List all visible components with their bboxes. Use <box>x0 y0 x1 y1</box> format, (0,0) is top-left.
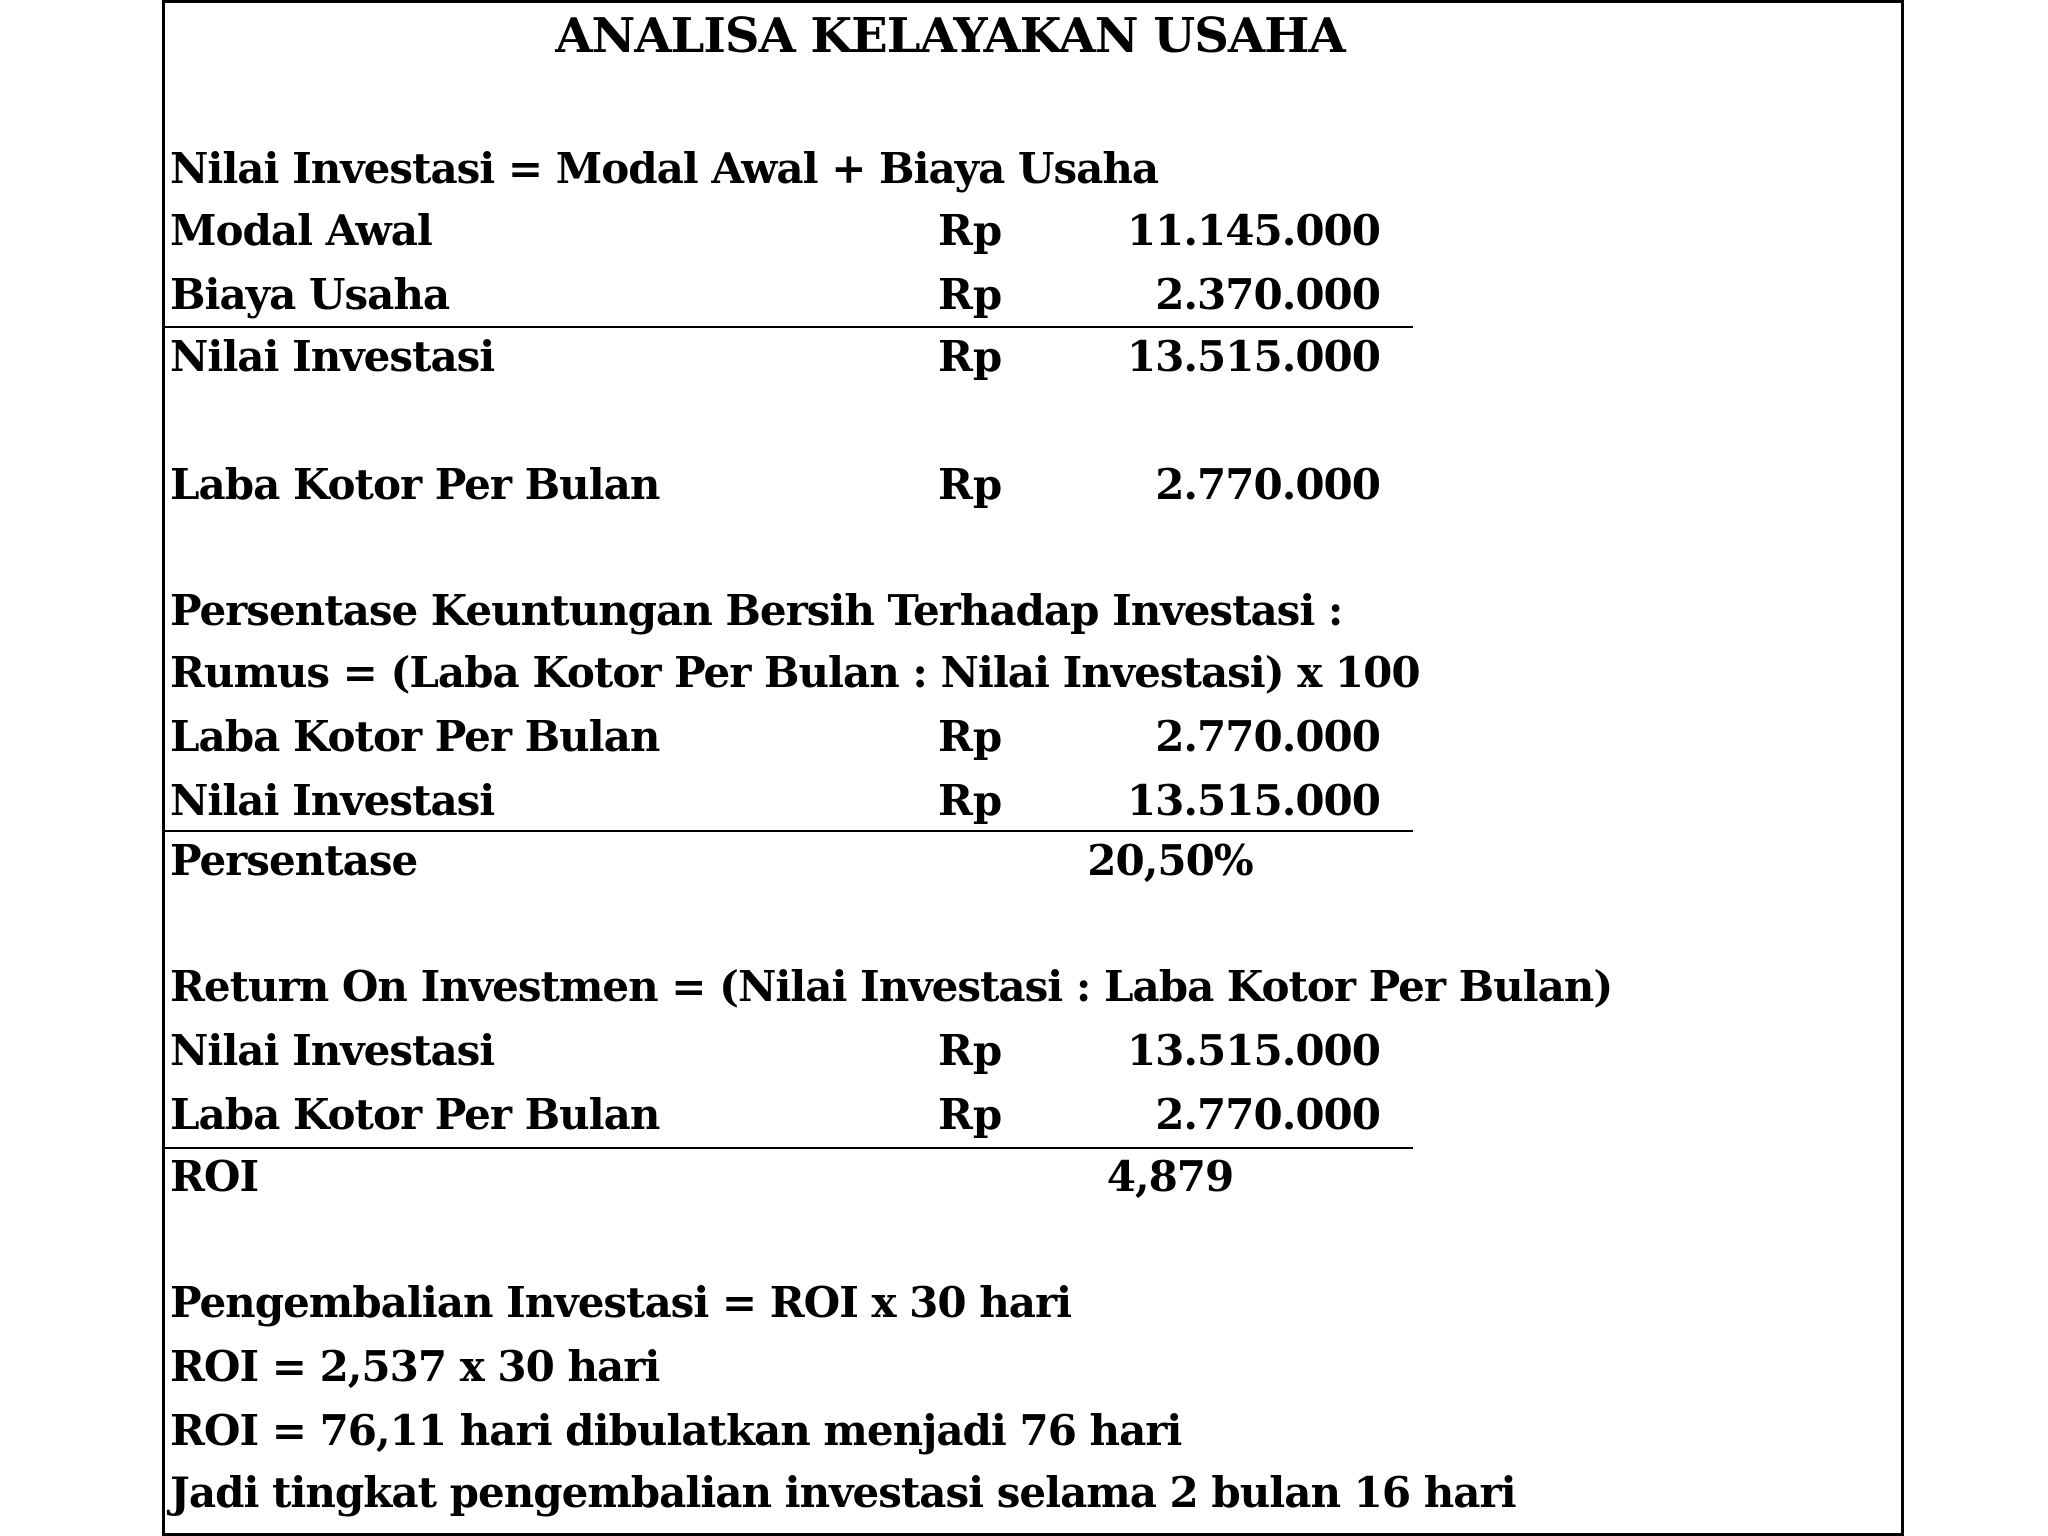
section3-investasi-currency: Rp <box>938 1026 1003 1075</box>
section3-investasi-value: 13.515.000 <box>1126 1026 1380 1075</box>
biaya-usaha-currency: Rp <box>938 270 1003 319</box>
section2-laba-currency: Rp <box>938 712 1003 761</box>
laba-kotor-value: 2.770.000 <box>1155 460 1380 509</box>
section1-heading: Nilai Investasi = Modal Awal + Biaya Usaha <box>170 144 1159 193</box>
roi-label: ROI <box>170 1152 259 1201</box>
section3-laba-currency: Rp <box>938 1090 1003 1139</box>
biaya-usaha-value: 2.370.000 <box>1155 270 1380 319</box>
section2-laba-label: Laba Kotor Per Bulan <box>170 712 660 761</box>
document-title: ANALISA KELAYAKAN USAHA <box>555 8 1345 64</box>
section4-conclusion: Jadi tingkat pengembalian investasi selama 2 bulan 16 hari <box>170 1468 1516 1517</box>
percentage-divider <box>165 830 1413 832</box>
total-divider <box>165 326 1413 328</box>
persentase-label: Persentase <box>170 836 418 885</box>
roi-divider <box>165 1147 1413 1149</box>
biaya-usaha-label: Biaya Usaha <box>170 270 450 319</box>
section3-laba-value: 2.770.000 <box>1155 1090 1380 1139</box>
section2-investasi-label: Nilai Investasi <box>170 776 495 825</box>
section2-investasi-currency: Rp <box>938 776 1003 825</box>
modal-awal-label: Modal Awal <box>170 206 432 255</box>
nilai-investasi-total-label: Nilai Investasi <box>170 332 495 381</box>
modal-awal-currency: Rp <box>938 206 1003 255</box>
section2-formula: Rumus = (Laba Kotor Per Bulan : Nilai Investasi) x 100 <box>170 648 1420 697</box>
roi-value: 4,879 <box>1106 1152 1234 1201</box>
section2-investasi-value: 13.515.000 <box>1126 776 1380 825</box>
persentase-value: 20,50% <box>1087 836 1253 885</box>
nilai-investasi-total-value: 13.515.000 <box>1126 332 1380 381</box>
section4-heading: Pengembalian Investasi = ROI x 30 hari <box>170 1278 1072 1327</box>
nilai-investasi-total-currency: Rp <box>938 332 1003 381</box>
section2-laba-value: 2.770.000 <box>1155 712 1380 761</box>
laba-kotor-label: Laba Kotor Per Bulan <box>170 460 660 509</box>
modal-awal-value: 11.145.000 <box>1126 206 1380 255</box>
section4-line2: ROI = 76,11 hari dibulatkan menjadi 76 hari <box>170 1406 1182 1455</box>
laba-kotor-currency: Rp <box>938 460 1003 509</box>
section3-heading: Return On Investmen = (Nilai Investasi : Laba Kotor Per Bulan) <box>170 962 1613 1011</box>
section3-investasi-label: Nilai Investasi <box>170 1026 495 1075</box>
section2-heading: Persentase Keuntungan Bersih Terhadap Investasi : <box>170 586 1343 635</box>
section3-laba-label: Laba Kotor Per Bulan <box>170 1090 660 1139</box>
section4-line1: ROI = 2,537 x 30 hari <box>170 1342 660 1391</box>
